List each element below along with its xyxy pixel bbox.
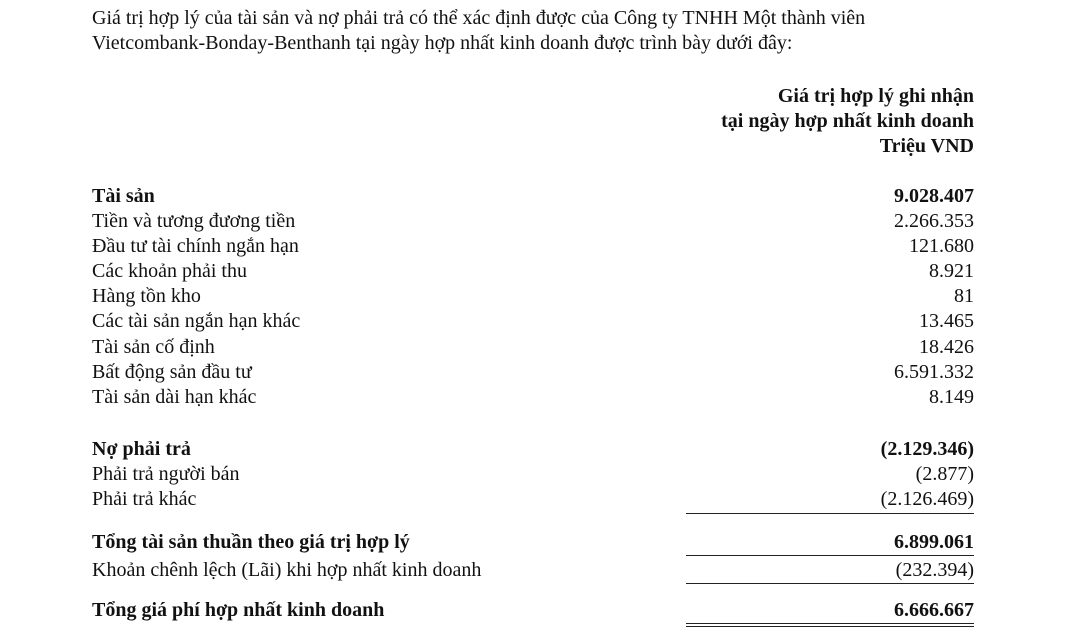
- column-header-line-1: Giá trị hợp lý ghi nhận: [777, 85, 974, 107]
- table-row: [92, 462, 974, 487]
- row-label: Tổng tài sản thuần theo giá trị hợp lý: [92, 531, 410, 553]
- row-value: 2.266.353: [894, 210, 974, 232]
- table-row: [92, 335, 974, 360]
- row-value: (2.126.469): [880, 488, 974, 510]
- row-label: Tài sản dài hạn khác: [92, 386, 257, 408]
- row-label: Nợ phải trả: [92, 438, 191, 460]
- row-value: (2.877): [915, 463, 974, 485]
- row-value: 6.899.061: [894, 531, 974, 553]
- grand-total-row: [92, 598, 974, 623]
- double-rule-bottom: [686, 626, 974, 627]
- row-value: 13.465: [919, 310, 974, 332]
- liabilities-total-row: [92, 437, 974, 462]
- table-row: [92, 558, 974, 583]
- row-label: Bất động sản đầu tư: [92, 361, 252, 383]
- row-label: Đầu tư tài chính ngắn hạn: [92, 235, 299, 257]
- assets-total-row: [92, 184, 974, 209]
- column-header-unit: Triệu VND: [879, 135, 974, 157]
- row-value: 6.591.332: [894, 361, 974, 383]
- subtotal-rule: [686, 513, 974, 514]
- row-label: Các tài sản ngắn hạn khác: [92, 310, 301, 332]
- row-value: 121.680: [909, 235, 974, 257]
- intro-line-1: Giá trị hợp lý của tài sản và nợ phải trả có thể xác định được của Công ty TNHH Một thành viên: [92, 7, 866, 29]
- table-row: [92, 209, 974, 234]
- row-label: Phải trả người bán: [92, 463, 240, 485]
- row-label: Hàng tồn kho: [92, 285, 201, 307]
- row-label: Tổng giá phí hợp nhất kinh doanh: [92, 599, 385, 621]
- column-header-line-2: tại ngày hợp nhất kinh doanh: [721, 110, 974, 132]
- double-rule-top: [686, 623, 974, 624]
- row-value: 6.666.667: [894, 599, 974, 621]
- intro-line-2: Vietcombank-Bonday-Benthanh tại ngày hợp nhất kinh doanh được trình bày dưới đây:: [92, 32, 793, 54]
- row-value: 8.149: [929, 386, 974, 408]
- table-row: [92, 309, 974, 334]
- table-row: [92, 259, 974, 284]
- row-value: 8.921: [929, 260, 974, 282]
- intro-paragraph: [92, 6, 992, 56]
- table-row: [92, 487, 974, 512]
- row-value: (232.394): [895, 559, 974, 581]
- row-value: 9.028.407: [894, 185, 974, 207]
- row-label: Phải trả khác: [92, 488, 197, 510]
- column-header: [721, 84, 974, 159]
- net-assets-row: [92, 530, 974, 555]
- row-value: (2.129.346): [880, 438, 974, 460]
- table-row: [92, 284, 974, 309]
- row-label: Tài sản: [92, 185, 155, 207]
- row-label: Khoản chênh lệch (Lãi) khi hợp nhất kinh doanh: [92, 559, 482, 581]
- row-label: Tiền và tương đương tiền: [92, 210, 296, 232]
- row-label: Các khoản phải thu: [92, 260, 247, 282]
- table-row: [92, 360, 974, 385]
- row-value: 81: [954, 285, 974, 307]
- row-label: Tài sản cố định: [92, 336, 215, 358]
- row-value: 18.426: [919, 336, 974, 358]
- table-row: [92, 234, 974, 259]
- table-row: [92, 385, 974, 410]
- subtotal-rule: [686, 583, 974, 584]
- subtotal-rule: [686, 555, 974, 556]
